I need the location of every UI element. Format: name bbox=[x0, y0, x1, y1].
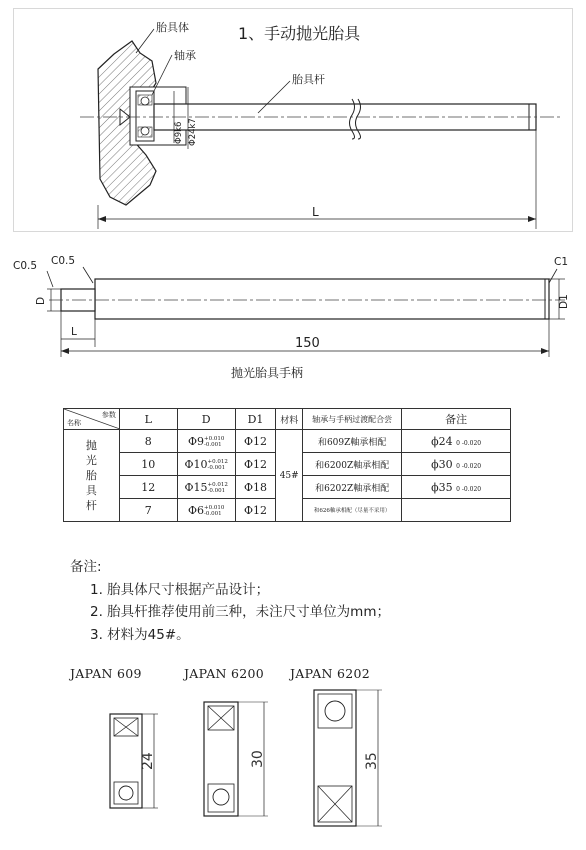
bearing-609 bbox=[110, 714, 158, 808]
cell-note: ϕ24 0 -0.020 bbox=[402, 430, 511, 453]
corner-bottom-label: 名称 bbox=[67, 419, 81, 427]
header-fit: 轴承与手柄过渡配合尝 bbox=[303, 409, 402, 430]
chamfer-right: C1 bbox=[554, 256, 569, 268]
cell-d1: Φ12 bbox=[235, 430, 276, 453]
header-material: 材料 bbox=[276, 409, 303, 430]
cell-l: 10 bbox=[119, 453, 177, 476]
cell-l: 7 bbox=[119, 499, 177, 522]
fixture-drawing bbox=[14, 9, 572, 231]
bearing-6202 bbox=[314, 690, 382, 826]
chamfer-left-inner: C0.5 bbox=[51, 255, 76, 267]
table-corner-cell bbox=[64, 409, 120, 430]
handle-drawing bbox=[9, 239, 575, 387]
bearing-6200 bbox=[204, 702, 268, 816]
note-item: 2. 胎具杆推荐使用前三种，未注尺寸单位为mm； bbox=[90, 604, 390, 620]
cell-note: ϕ35 0 -0.020 bbox=[402, 476, 511, 499]
label-rod: 胎具杆 bbox=[292, 73, 325, 86]
dim-d1: D1 bbox=[558, 294, 570, 309]
header-d1: D1 bbox=[235, 409, 276, 430]
handle-drawing-panel bbox=[8, 238, 576, 388]
cell-d1: Φ12 bbox=[235, 499, 276, 522]
bearing-label-6202: JAPAN 6202 bbox=[290, 666, 371, 681]
dim-d: D bbox=[35, 296, 47, 305]
label-bearing: 轴承 bbox=[174, 49, 196, 62]
bearing-label-609: JAPAN 609 bbox=[70, 666, 142, 681]
bearing-609-dim: 24 bbox=[140, 752, 156, 770]
spec-table bbox=[63, 408, 511, 522]
header-d: D bbox=[177, 409, 235, 430]
cell-l: 8 bbox=[119, 430, 177, 453]
cell-material: 45# bbox=[276, 430, 303, 522]
fixture-drawing-panel bbox=[13, 8, 573, 232]
cell-d: Φ6+0.010 -0.001 bbox=[177, 499, 235, 522]
cell-l: 12 bbox=[119, 476, 177, 499]
handle-main-shaft bbox=[95, 279, 549, 319]
cell-d: Φ9+0.010 -0.001 bbox=[177, 430, 235, 453]
bearing-6202-dim: 35 bbox=[364, 752, 380, 770]
cell-fit: 和6202Z軸承相配 bbox=[303, 476, 402, 499]
cell-d: Φ15+0.012 -0.001 bbox=[177, 476, 235, 499]
table-header-row bbox=[64, 409, 511, 430]
dim-total-length: 150 bbox=[295, 336, 320, 351]
cell-fit: 和6200Z軸承相配 bbox=[303, 453, 402, 476]
note-item: 3. 材料为45#。 bbox=[90, 626, 190, 643]
cell-d1: Φ18 bbox=[235, 476, 276, 499]
cell-note bbox=[402, 499, 511, 522]
handle-caption: 抛光胎具手柄 bbox=[231, 366, 304, 380]
bearings-drawing bbox=[0, 680, 586, 850]
table-row bbox=[64, 430, 511, 453]
fixture-title: 1、手动抛光胎具 bbox=[238, 24, 361, 43]
cell-fit: 和609Z軸承相配 bbox=[303, 430, 402, 453]
chamfer-left-outer: C0.5 bbox=[13, 260, 38, 272]
header-note: 备注 bbox=[402, 409, 511, 430]
dim-d9k6: Φ9k6 bbox=[174, 121, 184, 144]
bearing-6200-dim: 30 bbox=[250, 750, 266, 768]
cell-d1: Φ12 bbox=[235, 453, 276, 476]
note-item: 1. 胎具体尺寸根据产品设计； bbox=[90, 581, 270, 598]
notes-heading: 备注: bbox=[70, 559, 102, 575]
header-l: L bbox=[119, 409, 177, 430]
dim-length-l: L bbox=[312, 205, 319, 219]
row-name-cell: 抛 光 胎 具 杆 bbox=[64, 430, 120, 522]
dim-l: L bbox=[71, 326, 77, 338]
corner-top-label: 参数 bbox=[101, 411, 116, 419]
notes-block bbox=[70, 556, 390, 646]
bearing-label-6200: JAPAN 6200 bbox=[184, 666, 265, 681]
cell-note: ϕ30 0 -0.020 bbox=[402, 453, 511, 476]
cell-d: Φ10+0.012 -0.001 bbox=[177, 453, 235, 476]
label-fixture-body: 胎具体 bbox=[156, 21, 189, 34]
dim-d24k7: Φ24k7 bbox=[188, 118, 198, 146]
cell-fit: 和626軸承相配（尽量不采用） bbox=[303, 499, 402, 522]
